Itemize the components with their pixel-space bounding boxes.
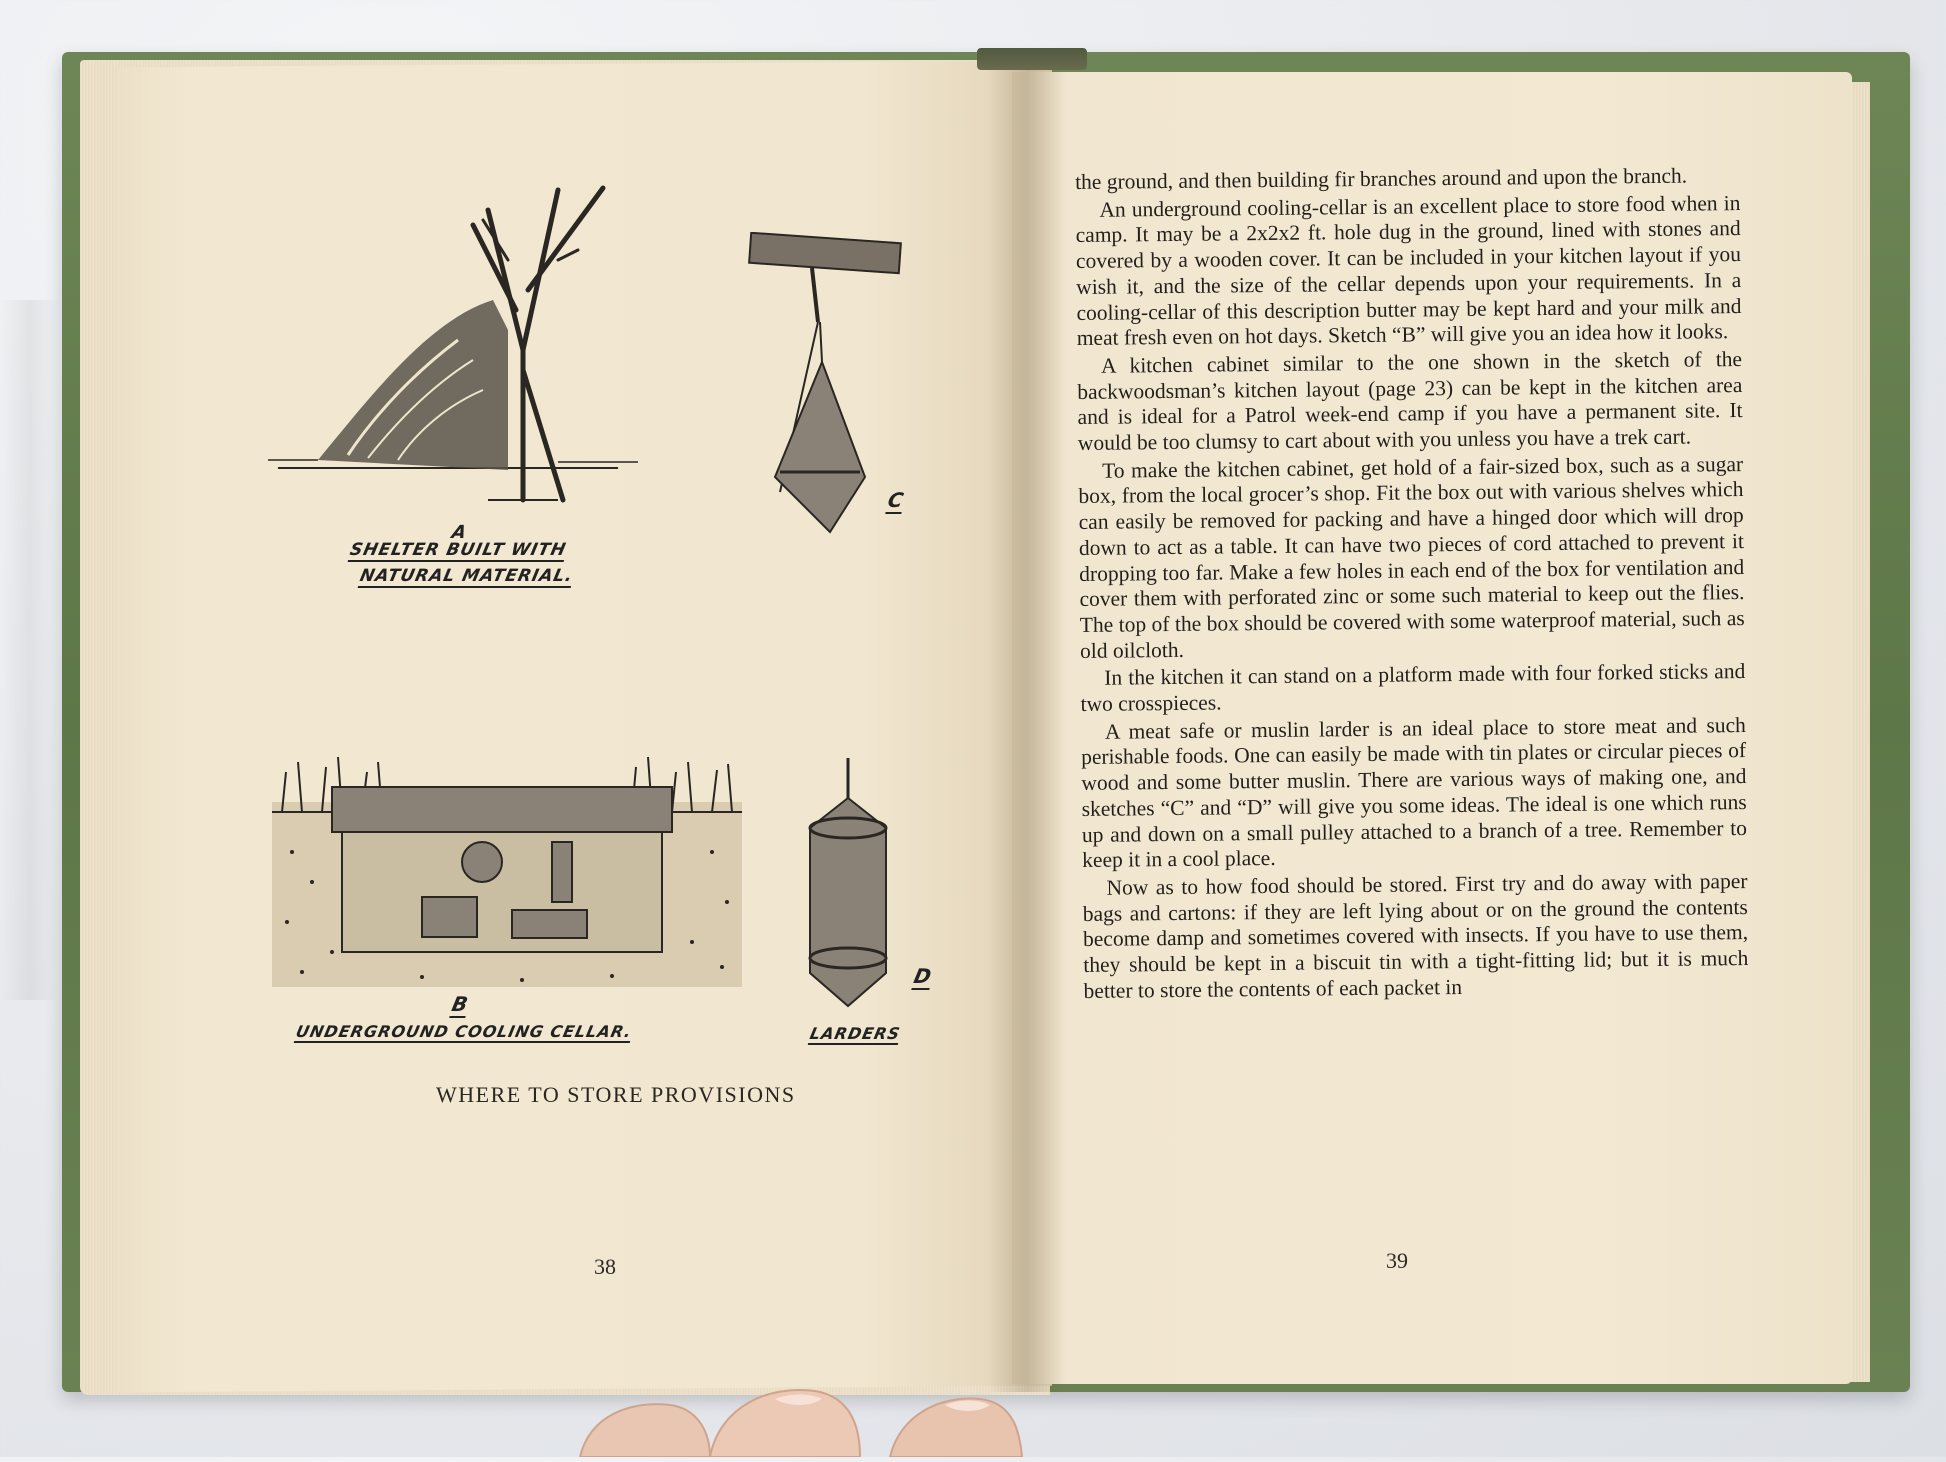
figure-caption: WHERE TO STORE PROVISIONS (436, 1082, 796, 1107)
label-larders: LARDERS (808, 1024, 903, 1043)
hanging-larder-c-illustration (740, 232, 910, 552)
right-page-body (1075, 163, 1749, 1006)
paragraph-7: Now as to how food should be stored. First try and do away with paper bags and cartons: if they are left lying about or on the ground the contents become damp and sometimes covered with insects. If you have to use them, they should be kept in a biscuit tin with a tight-fitting lid; but it is much better to store the contents of each packet in (1082, 868, 1749, 1003)
paragraph-2: An underground cooling-cellar is an excellent place to store food when in camp. It may be a 2x2x2 ft. hole dug in the ground, lined with stones and covered by a wooden cover. It can be included in your kitchen layout if you wish it, and the size of the cellar depends upon your requirements. In a cooling-cellar of this description butter may be kept hard and your milk and meat fresh even on hot days. Sketch “B” will give you an idea how it looks. (1075, 190, 1742, 351)
shelter-illustration (258, 170, 648, 520)
paragraph-3: A kitchen cabinet similar to the one shown in the sketch of the backwoodsman’s kitchen layout (page 23) can be kept in the kitchen area and is ideal for a Patrol week-end camp if you have a permanent site. It would be too clumsy to cart about with you unless you have a trek cart. (1077, 346, 1743, 456)
paragraph-6: A meat safe or muslin larder is an ideal place to store meat and such perishable foods. One can easily be made with tin plates or circular pieces of wood and some butter muslin. There are various ways of making one, and sketches “C” and “D” will give you some ideas. The ideal is one which runs up and down on a small pulley attached to a branch of a tree. Remember to keep it in a cool place. (1081, 712, 1748, 873)
paragraph-1: the ground, and then building fir branches around and upon the branch. (1075, 163, 1688, 194)
spine-top (977, 48, 1087, 70)
cloth-fold (0, 300, 60, 1000)
label-a: A (449, 522, 470, 543)
label-c: C (885, 488, 907, 512)
label-d: D (911, 964, 935, 988)
left-page-number: 38 (594, 1254, 616, 1279)
label-cellar: UNDERGROUND COOLING CELLAR. (294, 1022, 634, 1041)
label-shelter-line2: NATURAL MATERIAL. (358, 566, 576, 586)
label-shelter-line1: SHELTER BUILT WITH (348, 540, 569, 560)
paragraph-5: In the kitchen it can stand on a platform made with four forked sticks and two crosspieces. (1080, 659, 1746, 717)
book-gutter (987, 52, 1067, 1392)
right-page-number: 39 (1386, 1248, 1408, 1273)
underground-cellar-illustration (272, 732, 752, 992)
hand-fingers (560, 1365, 1120, 1457)
cylindrical-larder-d-illustration (800, 758, 900, 1018)
paragraph-4: To make the kitchen cabinet, get hold of a fair-sized box, such as a sugar box, from the local grocer’s shop. Fit the box out with various shelves which can easily be removed for packing and have a hinged door which will drop down to act as a table. It can have two pieces of cord attached to prevent it dropping too far. Make a few holes in each end of the box for ventilation and cover them with perforated zinc or some such material to keep out the flies. The top of the box should be covered with some waterproof material, such as old oilcloth. (1078, 451, 1745, 663)
label-b: B (449, 992, 472, 1016)
